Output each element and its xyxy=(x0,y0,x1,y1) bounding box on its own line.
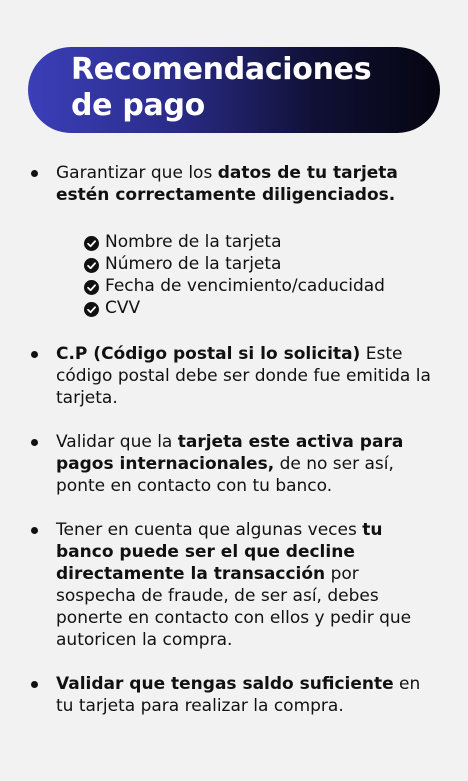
recommendation-postal-code xyxy=(0,343,468,409)
page-title xyxy=(71,52,431,124)
bold-segment: tu banco puede ser el que decline directamente la transacción xyxy=(56,520,383,584)
bullet-dot xyxy=(31,351,38,358)
checklist-item-label: Fecha de vencimiento/caducidad xyxy=(105,276,385,296)
recommendation-bank-decline xyxy=(0,519,468,651)
bold-segment: tarjeta este activa para pagos internacionales, xyxy=(56,432,404,474)
checklist-item-label: Número de la tarjeta xyxy=(105,254,282,274)
bold-segment: C.P (Código postal si lo solicita) xyxy=(56,344,361,364)
text-segment: de no ser así, ponte en contacto con tu banco. xyxy=(56,454,394,496)
text-segment: Tener en cuenta que algunas veces xyxy=(56,520,363,540)
recommendation-card-data xyxy=(0,162,468,206)
check-circle-icon xyxy=(84,236,99,251)
text-segment: en tu tarjeta para realizar la compra. xyxy=(56,674,421,716)
checklist-item-label: CVV xyxy=(105,298,141,318)
checklist-item xyxy=(84,231,468,253)
checklist-item xyxy=(84,297,468,319)
card-data-checklist xyxy=(0,231,468,319)
recommendation-international-payments xyxy=(0,431,468,497)
text-segment: por sospecha de fraude, de ser así, debes ponerte en contacto con ellos y pedir que autoricen la compra. xyxy=(56,564,412,650)
checklist-item xyxy=(84,275,468,297)
page-title-line-2: de pago xyxy=(71,88,205,123)
checklist-item xyxy=(84,253,468,275)
text-segment: Garantizar que los xyxy=(56,163,218,183)
check-circle-icon xyxy=(84,302,99,317)
recommendations-list xyxy=(0,160,468,717)
checklist-item-label: Nombre de la tarjeta xyxy=(105,232,282,252)
text-segment: Validar que la xyxy=(56,432,178,452)
bullet-dot xyxy=(31,527,38,534)
check-circle-icon xyxy=(84,280,99,295)
bold-segment: Validar que tengas saldo suficiente xyxy=(56,674,394,694)
bullet-dot xyxy=(31,439,38,446)
bold-segment: datos de tu tarjeta estén correctamente diligenciados. xyxy=(56,163,398,205)
text-segment: Este código postal debe ser donde fue emitida la tarjeta. xyxy=(56,344,431,408)
check-circle-icon xyxy=(84,258,99,273)
recommendation-sufficient-balance xyxy=(0,673,468,717)
bullet-dot xyxy=(31,170,38,177)
page-title-line-1: Recomendaciones xyxy=(71,52,372,87)
bullet-dot xyxy=(31,681,38,688)
